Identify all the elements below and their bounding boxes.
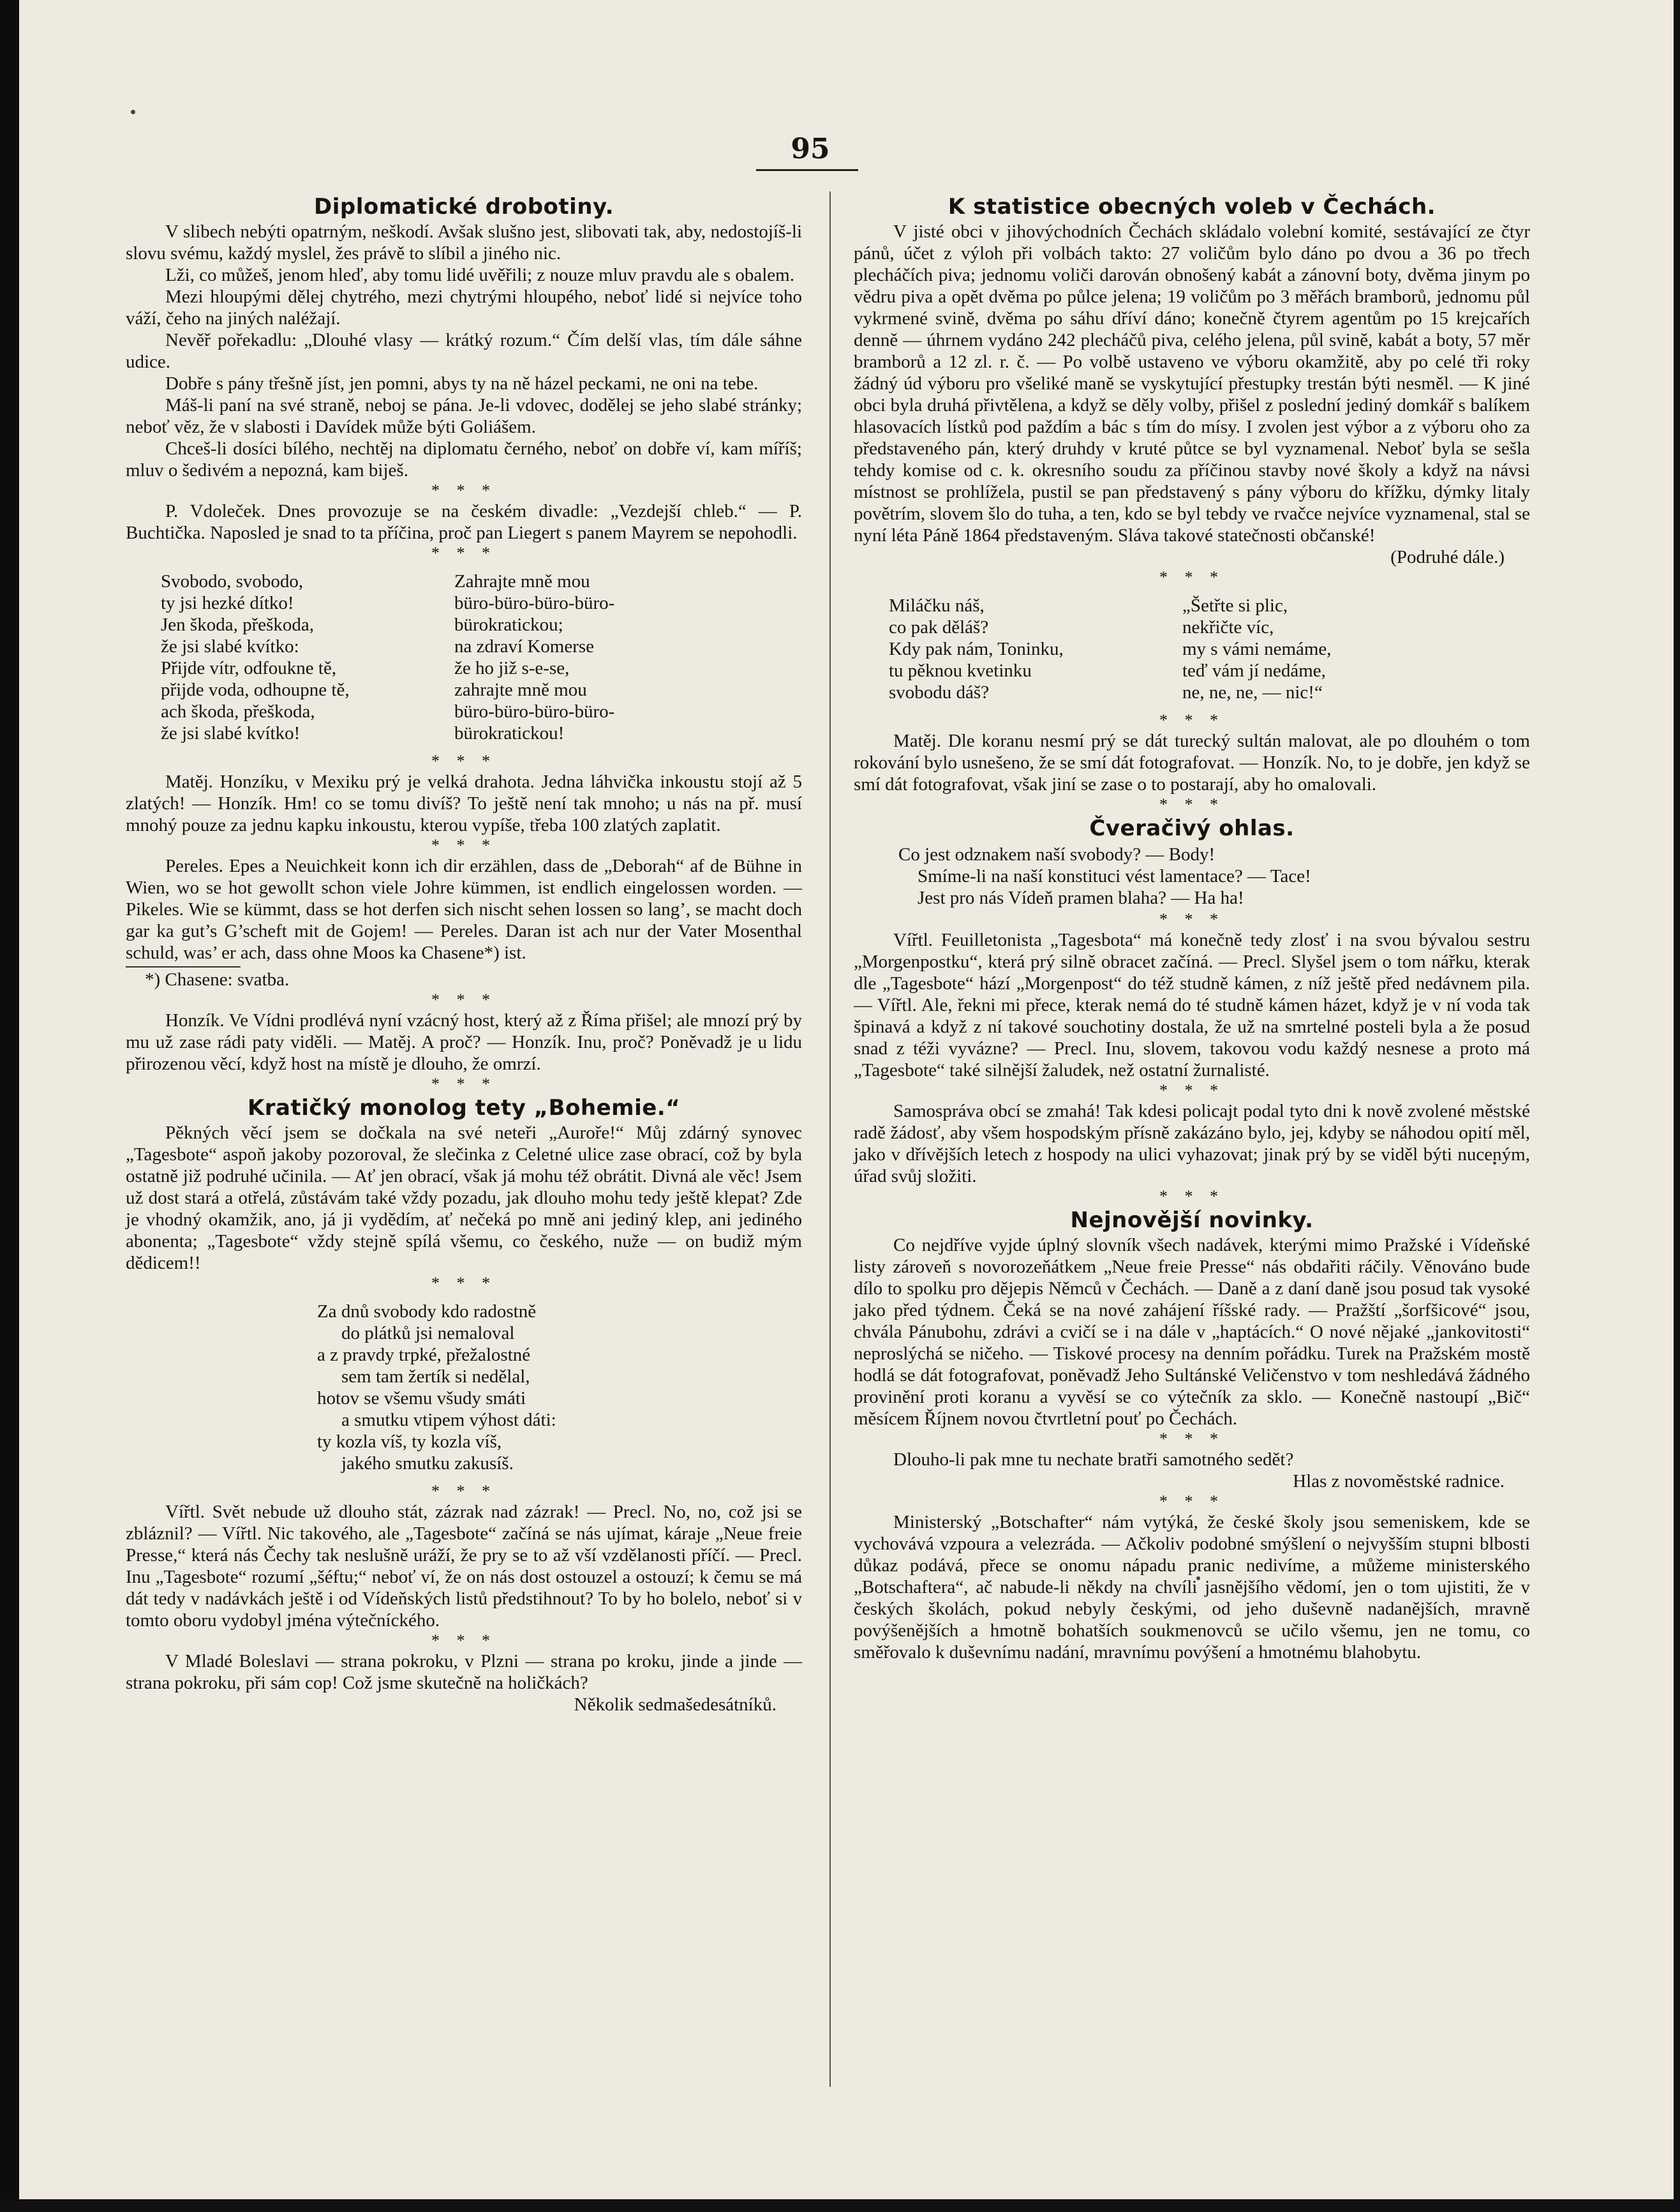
- poem-line: sem tam žertík si nedělal,: [341, 1366, 530, 1387]
- separator: * * *: [431, 1482, 496, 1500]
- verse-line: Jest pro nás Vídeň pramen blaha? — Ha ha!: [918, 888, 1244, 908]
- dialogue-vdolecek: P. Vdoleček. Dnes provozuje se na českém divadle: „Vezdejší chleb.“ — P. Buchtička. Naposled je snad to ta příčina, proč pan Liegert s panem Mayrem se nepohodli.: [126, 501, 802, 543]
- diplomatic-paragraph: Nevěř pořekadlu: „Dlouhé vlasy — krátký rozum.“ Čím delší vlas, tím dále sáhne udice.: [126, 330, 802, 372]
- diplomatic-paragraph: Máš-li paní na své straně, neboj se pána. Je-li vdovec, dodělej se jeho slabé stránky; neboť věz, že v slabosti i Davídek může býti Goliášem.: [126, 395, 802, 437]
- separator: * * *: [1159, 568, 1224, 587]
- poem-line: zahrajte mně mou: [454, 680, 587, 700]
- poem-line: přijde voda, odhoupne tě,: [161, 680, 350, 700]
- poem-line: Svobodo, svobodo,: [161, 571, 304, 592]
- poem-svobodo: [161, 571, 722, 744]
- poem-line: že jsi slabé kvítko:: [161, 636, 299, 657]
- poem-line: že jsi slabé kvítko!: [161, 723, 301, 744]
- poem-stanza-left: [889, 595, 1157, 703]
- poem-stanza-right: [1182, 595, 1450, 703]
- poem-line: bürokratickou;: [454, 615, 563, 635]
- dialogue-sultan: Matěj. Dle koranu nesmí prý se dát turecký sultán malovat, ale po dlouhém o tom rokování bylo usnešeno, že se smí dát fotografovat. — Honzík. No, to je dobře, jen když se smí dát fotografovat, však jiní se zase o to postarají, aby ho omalovali.: [854, 731, 1530, 795]
- poem-line: tu pěknou kvetinku: [889, 661, 1032, 681]
- separator: * * *: [431, 836, 496, 855]
- poem-milacku: [889, 595, 1450, 703]
- boleslav-text: V Mladé Boleslavi — strana pokroku, v Plzni — strana po kroku, jinde a jinde — strana pokroku, při sám cop! Což jsme skutečně na holičkách?: [126, 1651, 802, 1693]
- separator: * * *: [431, 1274, 496, 1292]
- separator: * * *: [431, 990, 496, 1009]
- scan-edge-right: [1674, 0, 1680, 2212]
- botschafter-text: Ministerský „Botschafter“ nám vytýká, že české školy jsou semeniskem, kde se vychovává vzpoura a velezráda. — Ačkoliv podobné smýšlení o nejvyšším stupni blbosti důkaz podává, přece se onomu nápadu pranic nedivíme, a můžeme ministerského „Botschaftera“, ač nabude-li někdy na chvíli jasnějšího vědomí, jen o tom ujistiti, že v českých školách, pokud nebyly českými, od jeho duševně nadanějších, mravně povýšenějších a hmotně bohatších soukmenovců se učilo všemu, jen ne tomu, co směřovalo k duševnímu nadání, mravnímu povýšení a hmotnému blahobytu.: [854, 1512, 1530, 1663]
- dialogue-feuilleton: Vířtl. Feuilletonista „Tagesbota“ má konečně tedy zlosť i na svou bývalou sestru „Morgenpostku“, která prý silně obracet začíná. — Precl. Slyšel jsem o tom nářku, kterak dle „Tagesbote“ hází „Morgenpost“ do též studně kámen, z níž ještě před nedávnem pila. — Vířtl. Ale, řekni mi přece, kterak nemá do té studně kámen házet, když je v ní voda tak špinavá a když z ní takové souchotiny dostala, že už na smrtelné posteli byla a že posud snad z téži vyváznе? — Precl. Inu, slovem, takovou vodu každý nesnese a proto má „Tagesbote“ také silnější žaludek, než ostatní žurnalisté.: [854, 930, 1530, 1080]
- page-number-rule: [756, 169, 858, 171]
- dialogue-virtl-precl: Vířtl. Svět nebude už dlouho stát, zázrak nad zázrak! — Precl. No, no, což jsi se zbláznil? — Vířtl. Nic takového, ale „Tagesbote“ začíná se nás ujímat, káraje „Neue freie Presse,“ která nás Čechy tak neslušně uráží, že pry se to až vší vzdělanosti příčí. — Precl. Inu „Tagesbote“ rozumí „šéftu;“ neboť ví, že on nás dost ostouzel a ostouzí; k čemu se má dát tedy v nadávkách ještě i od Vídeňských listů předstihnout? To by ho bolelo, neboť si v tomto oboru vydobyl jména výtečníckého.: [126, 1502, 802, 1631]
- separator: * * *: [431, 1631, 496, 1650]
- footnote-rule: [126, 966, 241, 968]
- bratri-answer: Hlas z novoměstské radnice.: [1293, 1471, 1505, 1491]
- left-column: [126, 191, 802, 1715]
- poem-line: Přijde vítr, odfoukne tě,: [161, 658, 337, 678]
- ohlas-verse: [898, 844, 1530, 909]
- poem-line: Kdy pak nám, Toninku,: [889, 639, 1064, 659]
- poem-stanza-left: [161, 571, 429, 744]
- poem-line: my s vámi nemáme,: [1182, 639, 1332, 659]
- poem-line: büro-büro-büro-büro-: [454, 593, 615, 613]
- scan-edge-bottom: [0, 2199, 1680, 2212]
- poem-line: ty jsi hezké dítko!: [161, 593, 294, 613]
- poem-line: co pak děláš?: [889, 617, 989, 638]
- dialogue-pereles: Pereles. Epes a Neuichkeit konn ich dir erzählen, dass de „Deborah“ af de Bühne in Wien, wo se hot gewollt schon viele Johre kümmen, ist endlich eingelossen worden. — Pikeles. Wie se kümmt, dass se hot derfen sich nischt sehen lossen so lang’, se macht doch gar ka gut’s G’scheft mit de Gojem! — Pereles. Daran ist ach nur der Vater Mosenthal schuld, was’ er ach, dass ohne Moos ka Chasene*) ist.: [126, 856, 802, 963]
- scan-edge-left: [0, 0, 19, 2212]
- poem-line: Za dnů svobody kdo radostně: [317, 1301, 537, 1322]
- verse-line: Co jest odznakem naší svobody? — Body!: [898, 844, 1215, 865]
- diplomatic-paragraph: Dobře s pány třešně jíst, jen pomni, abys ty na ně házel peckami, ne oni na tebe.: [165, 373, 759, 394]
- poem-line: büro-büro-büro-büro-: [454, 701, 615, 722]
- poem-line: Miláčku náš,: [889, 595, 985, 616]
- diplomatic-title: Diplomatické drobotiny.: [314, 194, 614, 220]
- diplomatic-paragraph: Chceš-li dosíci bílého, nechtěj na diplomatu černého, neboť on dobře ví, kam míříš; mluv o šedivém a nepozná, kam biješ.: [126, 438, 802, 481]
- separator: * * *: [431, 752, 496, 770]
- separator: * * *: [1159, 711, 1224, 729]
- right-column: [854, 191, 1530, 1663]
- poem-line: jakého smutku zakusíš.: [341, 1453, 514, 1474]
- dialogue-rim: Honzík. Ve Vídni prodlévá nyní vzácný host, který až z Říma přišel; ale mnozí prý by mu už zase rádi paty viděli. — Matěj. A proč? — Honzík. Inu, proč? Poněvadž je u lidu přirozenou věcí, když host na místě je dlouho, že omrzí.: [126, 1010, 802, 1074]
- dialogue-mexiko: Matěj. Honzíku, v Mexiku prý je velká drahota. Jedna láhvička inkoustu stojí až 5 zlatých! — Honzík. Hm! co se tomu divíš? To ještě není tak mnoho; u nás na př. musí mnohý pouze za jednu kapku inkoustu, kterou vypíše, třeba 100 zlatých zaplatit.: [126, 772, 802, 835]
- diplomatic-paragraph: V slibech nebýti opatrným, neškodí. Avšak slušno jest, slibovati tak, aby, nedostojíš-li slovu svému, každý myslel, žes právě to slíbil a jiného nic.: [126, 221, 802, 264]
- column-divider: [829, 191, 831, 2087]
- separator: * * *: [1159, 910, 1224, 929]
- separator: * * *: [431, 1075, 496, 1093]
- bratri-question: Dlouho-li pak mne tu nechate bratři samotného sedět?: [893, 1449, 1294, 1470]
- statistics-text: V jisté obci v jihovýchodních Čechách skládalo volební komité, sestávající ze čtyr pánů, účet z výloh při volbách takto: 27 voličům bylo dáno po dvou a 36 po třech plecháčích piva; jednomu voliči darován obnošený kabát a zánovní boty, dvěma jinym po vědru piva a opět dvěma po půlce jelena; 19 voličům po 3 měřách bramborů, jednomu půl vykrmené svině, dvěma po sáhu dříví dáno; konečně čtyrem agentům po 15 krejcařích denně — úhrnem vydáno 242 plecháčů piva, celého jelena, půl svině, kabát a boty, 57 měr bramborů a 12 zl. r. č. — Po volbě ustaveno ve výboru okamžitě, aby po celé tři roky žádný úd výboru pro všeliké maně se vyskytující přestupky trestán býti nesměl. — K jiné obci byla druhá přivtělena, a když se děly volby, přišel z poslední jediný domkář s balíkem hlasovacích lístků pod paždím a bác s tím do mísy. I zvolen jest výbor a z výboru oho za představeného pán, který druhdy v kruté půtce se byl vyznamenal. Neboť byla se sešla tehdy komise od c. k. okresního soudu za příčinou stavby nové školy a když na návsi místnost se prohlížela, pustil se pan představený s pány výboru do křížku, dýmky litaly povětrím, slovem šlo do tuha, a ten, kdo se byl tebdy ve rvačce nejvíce vyznamenal, stal se nyní léta Páně 1864 představeným. Sláva takové statečnosti občanské!: [854, 221, 1530, 546]
- poem-line: na zdraví Komerse: [454, 636, 595, 657]
- boleslav-signature: Několik sedmašedesátníků.: [574, 1694, 777, 1715]
- poem-line: ne, ne, ne, — nic!“: [1182, 682, 1323, 703]
- separator: * * *: [1159, 1187, 1224, 1206]
- samosprava-text: Samospráva obcí se zmahá! Tak kdesi policajt podal tyto dni k nově zvolené městské radě žádosť, aby všem hospodským přísně zakázáno bylo, jej, kdyby se náhodou opití měl, jako v dřívějších letech z hospody na ulici vyhazovat; jinak prý by se viděl býti nuceným, úřad svůj složiti.: [854, 1101, 1530, 1186]
- poem-line: „Šetřte si plic,: [1182, 595, 1288, 616]
- ohlas-title: Čveračivý ohlas.: [1089, 816, 1295, 841]
- bohemie-text: Pěkných věcí jsem se dočkala na své neteři „Auroře!“ Můj zdárný synovec „Tagesbote“ aspoň jakoby pozoroval, že slečinka z Celetné ulice zase obrací, což by byla ostatně již podruhé učinila. — Ať jen obrací, však já mohu též obrátit. Divná ale věc! Jsem už dost stará a otřelá, zůstávám také vždy pozadu, jak dlouho mohu tedy ještě klepat? Zde je vhodný okamžik, ano, já ji vydědím, ať nečeká po mně ani jediný klep, ani jediného abonenta; „Tagesbote“ vždy stejně spílá všemu, co českého, nuže — on budiž mým dědicem!!: [126, 1123, 802, 1273]
- poem-line: do plátků jsi nemaloval: [341, 1323, 515, 1343]
- poem-line: ach škoda, přeškoda,: [161, 701, 315, 722]
- poem-line: hotov se všemu všudy smáti: [317, 1388, 526, 1409]
- poem-line: teď vám jí nedáme,: [1182, 661, 1326, 681]
- separator: * * *: [431, 481, 496, 500]
- diplomatic-paragraph: Mezi hloupými dělej chytrého, mezi chytrými hloupého, neboť lidé si nejvíce toho váží, čeho na jiných naléžají.: [126, 287, 802, 329]
- novinky-text: Co nejdříve vyjde úplný slovník všech nadávek, kterými mimo Pražské i Vídeňské listy zároveň s novorozeňátkem „Neue freie Presse“ nás obdařiti ráčily. Věnováno bude dílo to spolku pro dějepis Němců v Čechách. — Daně a z daní daně jsou posud tak vysoké jako před týdnem. Čeká se na nové zahájení říšské rady. — Pražští „šorfšicové“ jsou, chvála Pánubohu, zdrávi a cvičí se i na dále v „haptácích.“ O nové nějaké „jankovitosti“ neproslýchá se ničeho. — Tiskové procesy na denním pořádku. Turek na Pražském mostě hodlá se dát fotografovat, poněvadž Jeho Sultánské Veličenstvo v tom neshledává žádného provinění proti koranu a vyvěsí se co výtečník za sklo. — Konečně nastoupí „Bič“ měsícem Říjnem novou čtvrtletní pouť po Čechách.: [854, 1235, 1530, 1429]
- poem-line: bürokratickou!: [454, 723, 565, 744]
- poem-line: ty kozla víš, ty kozla víš,: [317, 1431, 502, 1452]
- poem-line: svobodu dáš?: [889, 682, 990, 703]
- statistics-title: K statistice obecných voleb v Čechách.: [948, 194, 1436, 220]
- poem-line: Zahrajte mně mou: [454, 571, 590, 592]
- bohemie-title: Kratičký monolog tety „Bohemie.“: [247, 1095, 681, 1121]
- poem-line: a z pravdy trpké, přežalostné: [317, 1345, 531, 1365]
- diplomatic-paragraph: Lži, co můžeš, jenom hleď, aby tomu lidé uvěřili; z nouze mluv pravdu ale s obalem.: [165, 265, 794, 285]
- novinky-title: Nejnovější novinky.: [1070, 1207, 1314, 1233]
- poem-svobody: [317, 1301, 802, 1474]
- poem-stanza-right: [454, 571, 722, 744]
- poem-line: nekřičte víc,: [1182, 617, 1274, 638]
- footnote: *) Chasene: svatba.: [145, 969, 290, 990]
- separator: * * *: [1159, 795, 1224, 814]
- ink-speck: [131, 110, 135, 114]
- separator: * * *: [1159, 1430, 1224, 1448]
- page-number: 95: [791, 133, 830, 165]
- separator: * * *: [431, 544, 496, 562]
- separator: * * *: [1159, 1492, 1224, 1511]
- poem-line: a smutku vtipem výhost dáti:: [341, 1410, 556, 1430]
- continued-note: (Podruhé dále.): [1390, 547, 1505, 567]
- separator: * * *: [1159, 1081, 1224, 1100]
- poem-line: že ho již s-e-se,: [454, 658, 570, 678]
- poem-line: Jen škoda, přeškoda,: [161, 615, 315, 635]
- verse-line: Smíme-li na naší konstituci vést lamentace? — Tace!: [918, 866, 1311, 886]
